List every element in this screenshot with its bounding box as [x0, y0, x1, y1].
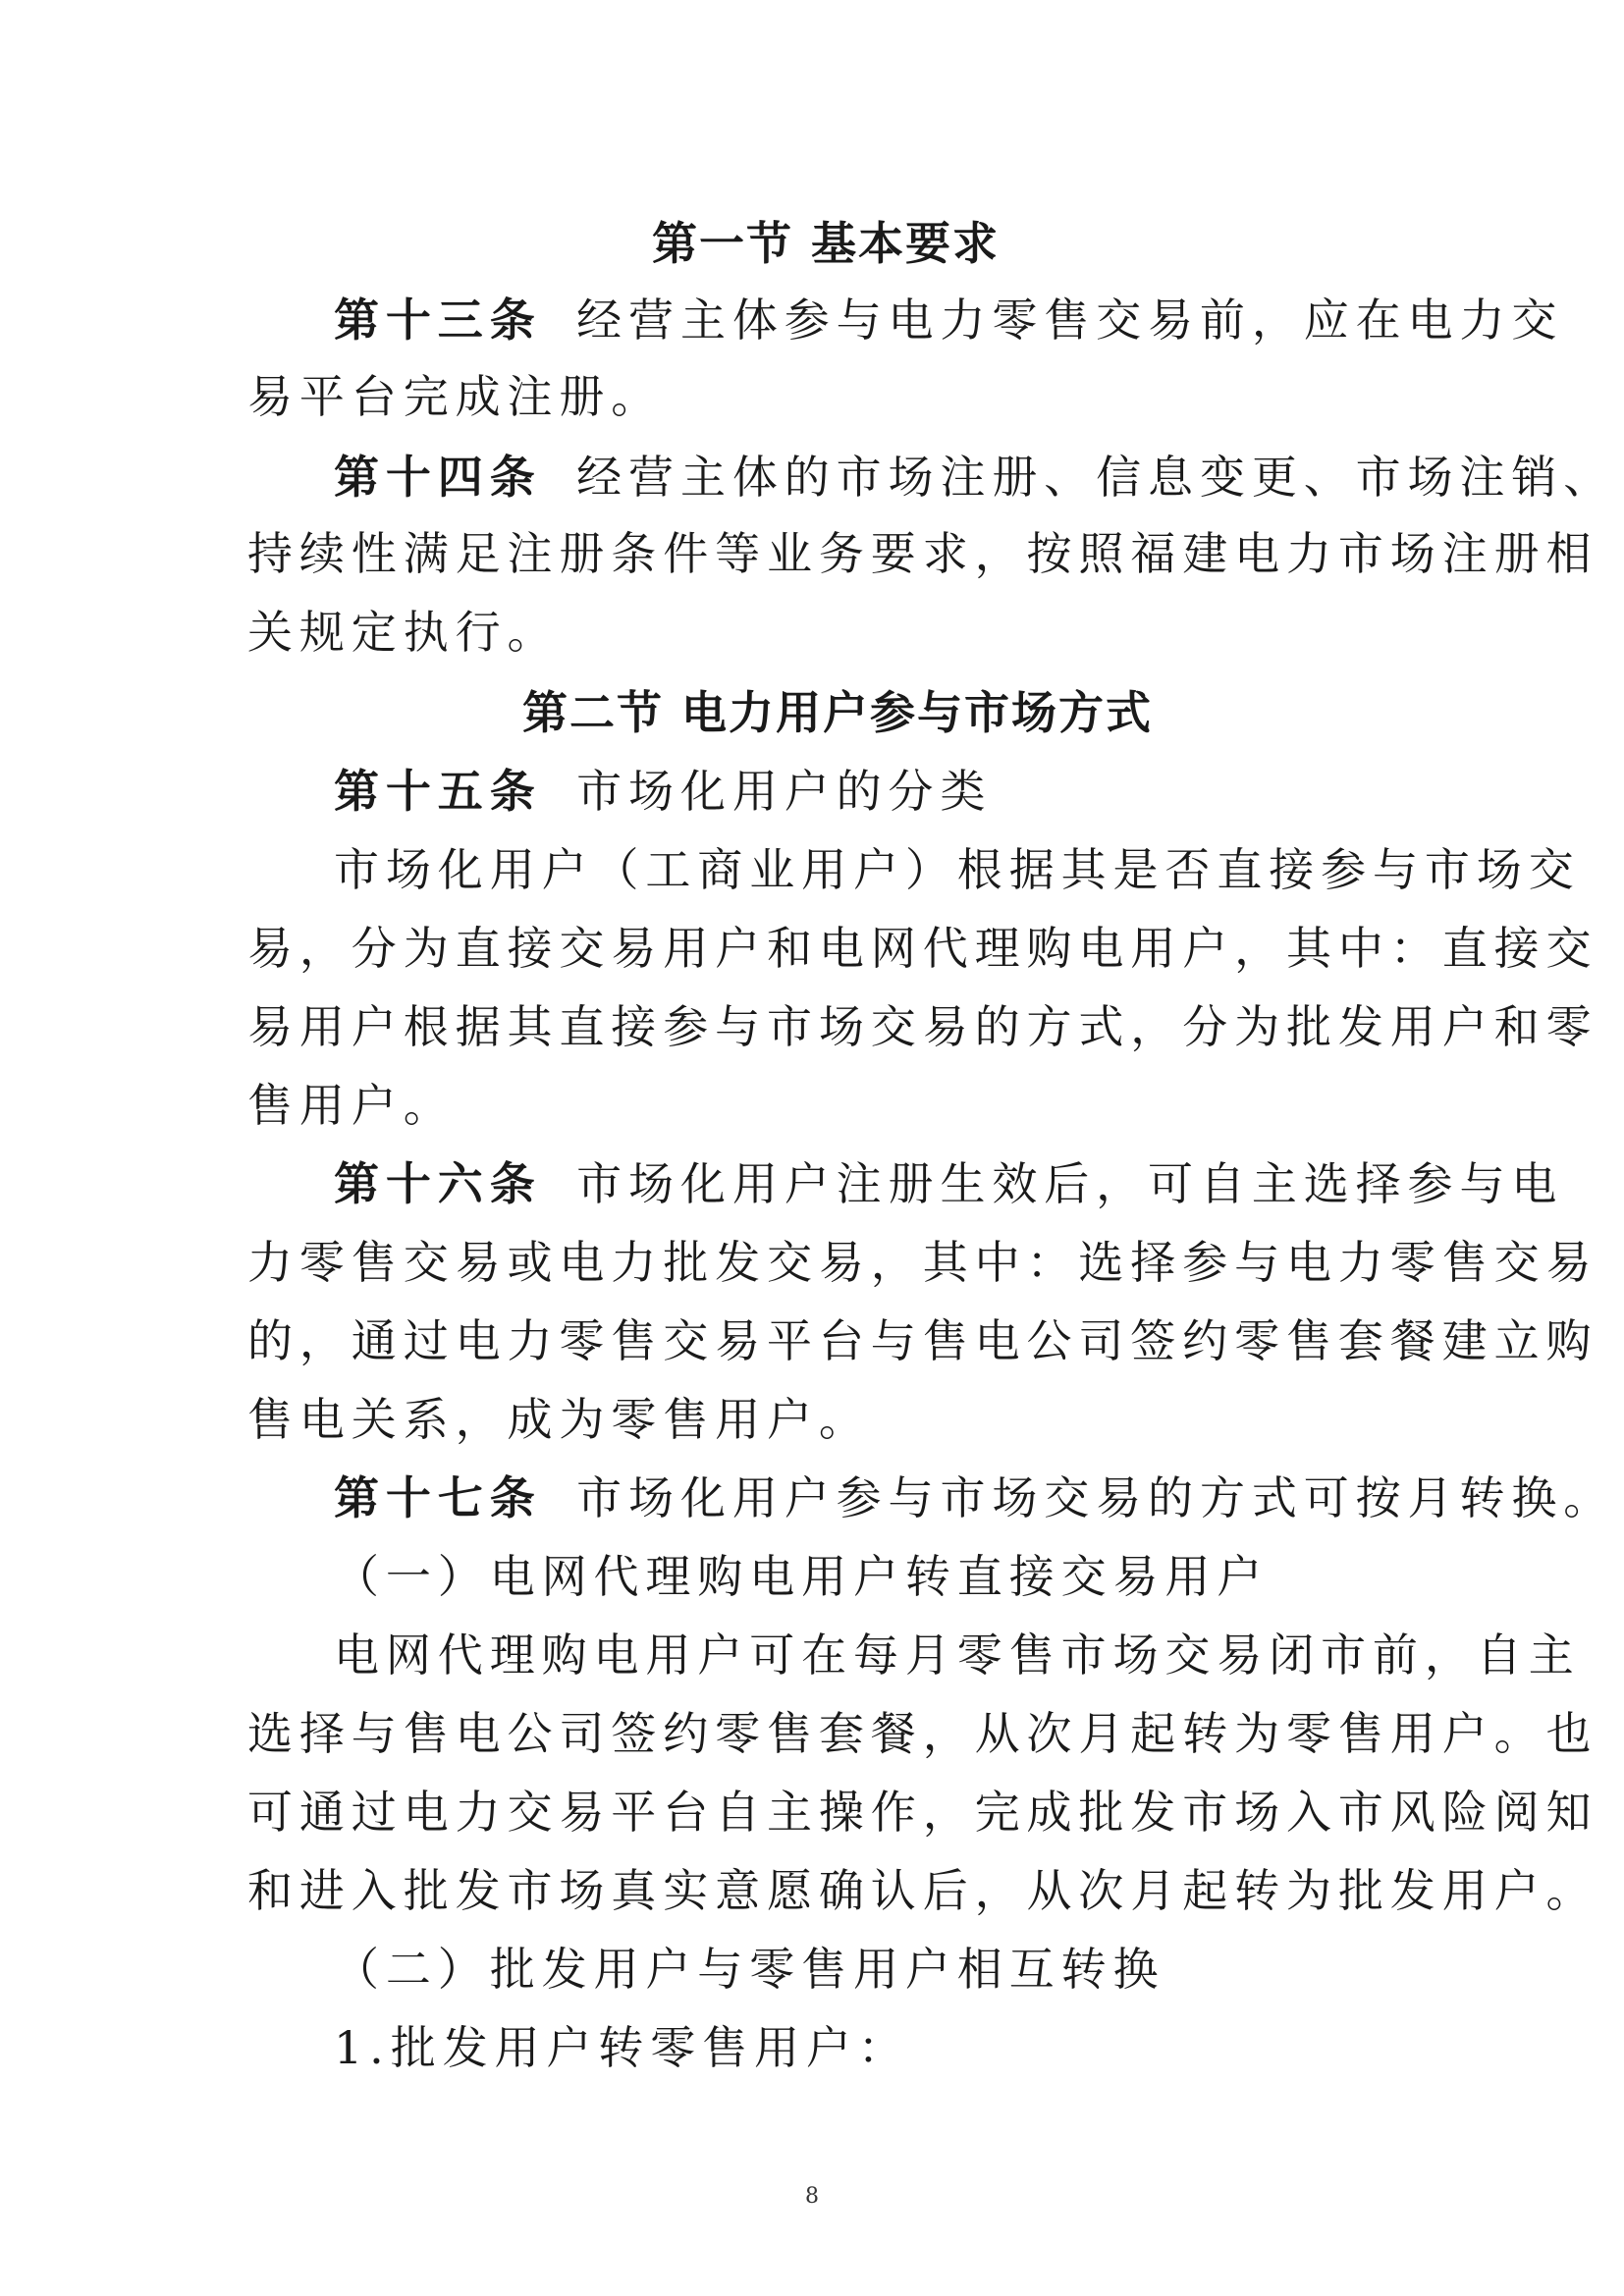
- article-15-para-line3: 易用户根据其直接参与市场交易的方式，分为批发用户和零: [247, 1000, 1598, 1053]
- article-13-line2: 易平台完成注册。: [247, 370, 664, 423]
- article-14-line2: 持续性满足注册条件等业务要求，按照福建电力市场注册相: [247, 527, 1598, 580]
- article-17-item-1-line1: 电网代理购电用户可在每月零售市场交易闭市前，自主: [334, 1629, 1581, 1682]
- article-17-item-1-line4: 和进入批发市场真实意愿确认后，从次月起转为批发用户。: [247, 1864, 1598, 1917]
- article-17-item-1-line2: 选择与售电公司签约零售套餐，从次月起转为零售用户。也: [247, 1707, 1598, 1760]
- article-15-para-line4: 售用户。: [247, 1079, 456, 1132]
- article-14: [334, 448, 1615, 507]
- article-17-item-2-sub-1: 1.批发用户转零售用户：: [334, 2021, 910, 2074]
- article-17-item-1: （一）电网代理购电用户转直接交易用户: [334, 1550, 1270, 1603]
- article-15-text: 市场化用户的分类: [576, 765, 993, 818]
- article-16: [334, 1154, 1563, 1213]
- page-number: 8: [805, 2184, 819, 2209]
- article-15-para-line1: 市场化用户（工商业用户）根据其是否直接参与市场交: [334, 843, 1581, 896]
- article-14-label: 第十四条: [334, 451, 542, 504]
- article-14-text: 经营主体的市场注册、信息变更、市场注销、: [576, 451, 1616, 504]
- article-16-label: 第十六条: [334, 1157, 542, 1210]
- article-16-line2: 力零售交易或电力批发交易，其中：选择参与电力零售交易: [247, 1236, 1598, 1289]
- article-13-text: 经营主体参与电力零售交易前，应在电力交: [576, 294, 1564, 347]
- article-15: [334, 762, 992, 821]
- article-17-text: 市场化用户参与市场交易的方式可按月转换。: [576, 1471, 1616, 1524]
- article-17-item-2: （二）批发用户与零售用户相互转换: [334, 1943, 1165, 1996]
- section-heading-2: 第二节 电力用户参与市场方式: [522, 686, 1154, 739]
- article-17-label: 第十七条: [334, 1471, 542, 1524]
- article-15-para-line2: 易，分为直接交易用户和电网代理购电用户，其中：直接交: [247, 922, 1598, 975]
- article-17-item-1-line3: 可通过电力交易平台自主操作，完成批发市场入市风险阅知: [247, 1786, 1598, 1839]
- article-16-text: 市场化用户注册生效后，可自主选择参与电: [576, 1157, 1564, 1210]
- article-16-line3: 的，通过电力零售交易平台与售电公司签约零售套餐建立购: [247, 1314, 1598, 1367]
- article-13: [334, 291, 1563, 349]
- section-heading-1: 第一节 基本要求: [652, 217, 1001, 270]
- article-16-line4: 售电关系，成为零售用户。: [247, 1393, 871, 1446]
- article-15-label: 第十五条: [334, 765, 542, 818]
- article-13-label: 第十三条: [334, 294, 542, 347]
- article-17: [334, 1468, 1615, 1527]
- article-14-line3: 关规定执行。: [247, 606, 560, 659]
